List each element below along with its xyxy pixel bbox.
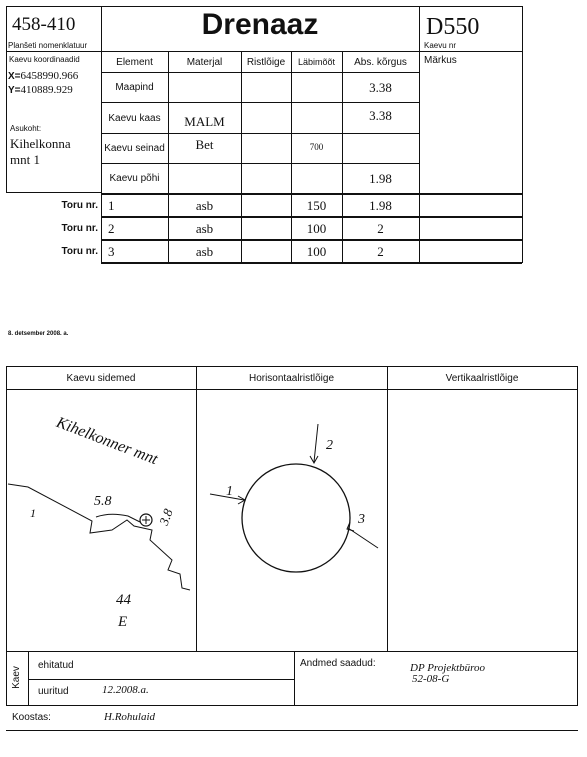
header-height: Abs. kõrgus	[354, 56, 407, 68]
row-element: Kaevu põhi	[109, 173, 160, 184]
source-value-1: DP Projektbüroo	[410, 662, 486, 674]
y-value: 410889.929	[20, 84, 73, 96]
row-element: Maapind	[115, 82, 154, 93]
header-material: Materjal	[186, 56, 223, 68]
row-height: 3.38	[369, 108, 392, 123]
pipe-height: 2	[377, 244, 384, 259]
pipe-material: asb	[195, 198, 214, 213]
author-label: Koostas:	[12, 712, 51, 723]
pipe-height: 1.98	[369, 198, 392, 213]
well-side-label: Kaev	[10, 666, 22, 689]
y-label: Y=	[8, 85, 21, 96]
x-label: X=	[8, 71, 21, 82]
row-diameter: 700	[309, 141, 324, 152]
pipe-mark-3: 3	[358, 512, 365, 527]
panel-title-vertical: Vertikaalristlõige	[445, 373, 519, 384]
source-label: Andmed saadud:	[300, 658, 376, 669]
nomenclature-value: 458-410	[12, 14, 76, 35]
row-element: Kaevu seinad	[104, 143, 165, 154]
address-line-1: Kihelkonna	[10, 136, 71, 151]
pipe-height: 2	[377, 221, 384, 236]
header-element: Element	[116, 56, 153, 68]
pipe-mark-2: 2	[326, 438, 333, 453]
built-label: ehitatud	[38, 660, 74, 671]
row-height: 3.38	[369, 79, 392, 95]
pipe-label: Toru nr.	[61, 246, 98, 257]
sketch-label-58: 5.8	[94, 494, 112, 509]
address-line-2: mnt 1	[10, 152, 40, 167]
pipe-label: Toru nr.	[61, 223, 98, 234]
sketch-street-label: Kihelkonner mnt	[53, 414, 160, 469]
page-title: Drenaaz	[201, 8, 319, 41]
nomenclature-label: Planšeti nomenklatuur	[8, 41, 88, 50]
pipe-label: Toru nr.	[61, 200, 98, 211]
row-height: 1.98	[369, 170, 392, 186]
pipe-material: asb	[195, 244, 214, 259]
sketch-label-e: E	[118, 614, 128, 630]
source-value-2: 52-08-G	[412, 673, 450, 685]
panel-title-horizontal: Horisontaalristlõige	[248, 373, 335, 384]
well-number-label: Kaevu nr	[424, 41, 457, 50]
row-material: Bet	[195, 136, 214, 152]
row-element: Kaevu kaas	[108, 112, 161, 124]
pipe-diameter: 100	[306, 244, 327, 259]
coords-label: Kaevu koordinaadid	[9, 55, 80, 64]
pipe-diameter: 150	[306, 198, 327, 213]
sketch-label-1: 1	[30, 506, 36, 520]
sketch-label-44: 44	[116, 592, 131, 608]
header-diameter: Läbimõõt	[297, 57, 336, 67]
x-value: 6458990.966	[20, 70, 79, 82]
address-label: Asukoht:	[10, 124, 42, 133]
remarks-label: Märkus	[424, 55, 457, 66]
pipe-mark-1: 1	[226, 484, 233, 499]
pipe-material: asb	[195, 221, 214, 236]
surveyed-label: uuritud	[38, 686, 69, 697]
pipe-number: 3	[108, 244, 115, 259]
header-section: Ristlõige	[246, 56, 286, 68]
author-value: H.Rohulaid	[104, 711, 156, 723]
document-date: 8. detsember 2008. a.	[8, 331, 69, 337]
pipe-number: 1	[108, 198, 115, 213]
panel-title-connections: Kaevu sidemed	[66, 373, 136, 384]
sketch-label-38: 3.8	[156, 506, 176, 528]
well-number: D550	[426, 14, 480, 40]
surveyed-value: 12.2008.a.	[102, 684, 149, 696]
row-material: MALM	[184, 114, 225, 129]
pipe-diameter: 100	[306, 221, 327, 236]
pipe-number: 2	[108, 221, 115, 236]
